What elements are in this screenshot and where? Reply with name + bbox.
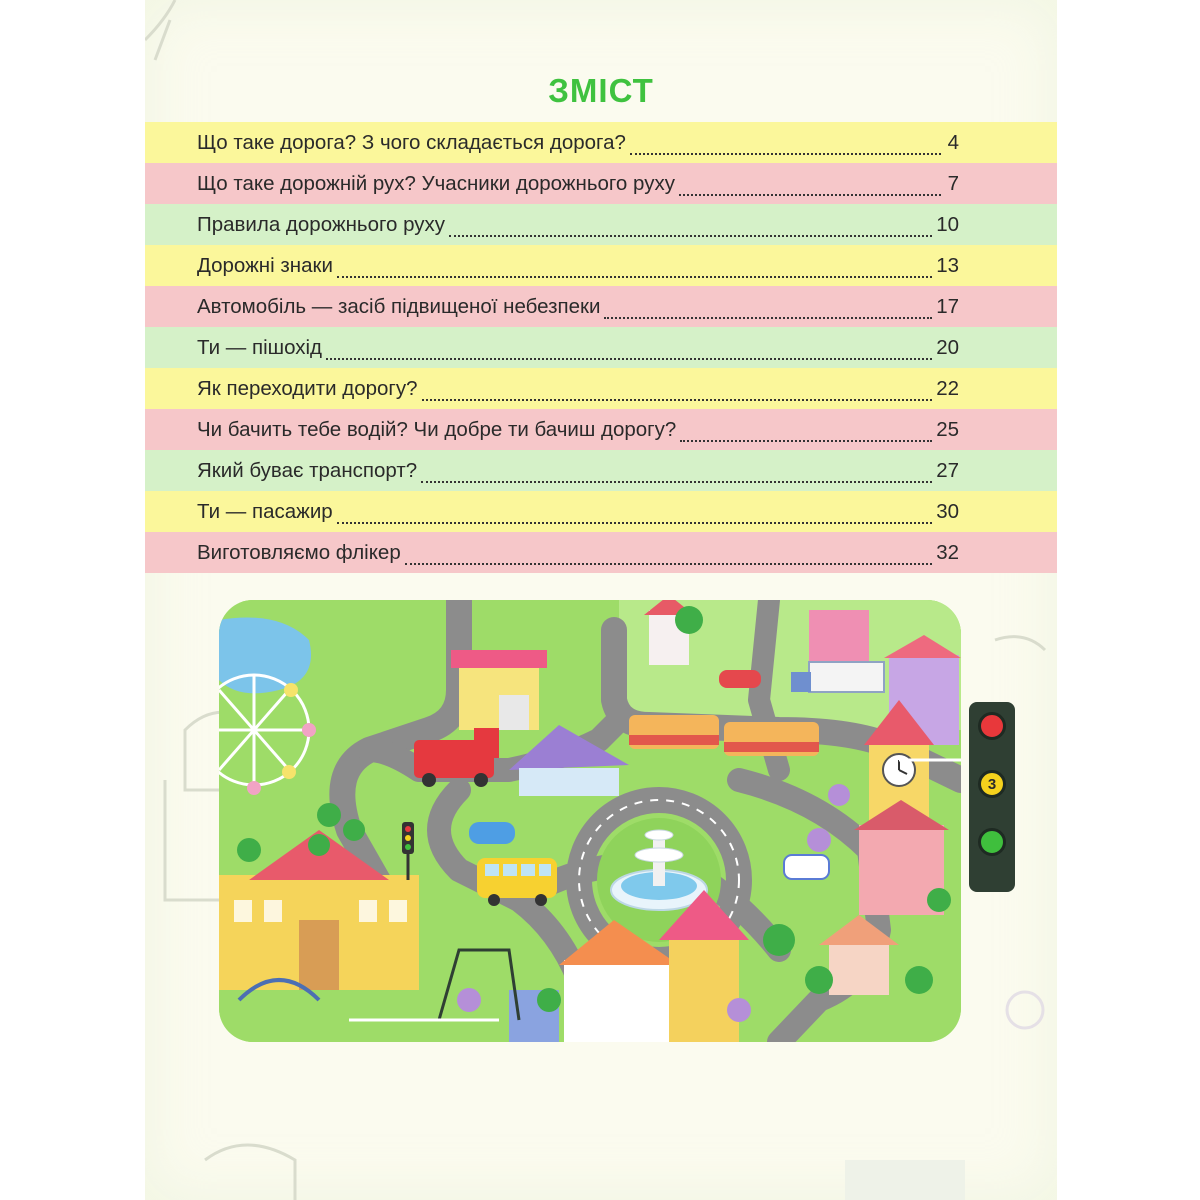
toc-entry[interactable] [145, 122, 1057, 163]
toc-entry[interactable] [145, 409, 1057, 450]
toc-entry-page: 25 [936, 417, 959, 441]
toc-entry-page: 32 [936, 540, 959, 564]
toc-entry-title: Дорожні знаки [197, 253, 333, 277]
toc-entry-title: Що таке дорога? З чого складається дорога? [197, 130, 626, 154]
green-light-icon [978, 828, 1006, 856]
toc-entry-page: 27 [936, 458, 959, 482]
toc-entry[interactable] [145, 245, 1057, 286]
toc-entry-title: Як переходити дорогу? [197, 376, 418, 400]
toc-entry-title: Який буває транспорт? [197, 458, 418, 482]
toc-dot-leader [337, 504, 933, 524]
toc-entry-title: Ти — пішохід [197, 335, 323, 359]
toc-entry[interactable] [145, 491, 1057, 532]
toc-entry[interactable] [145, 368, 1057, 409]
toc-dot-leader [604, 299, 932, 319]
toc-entry-title: Автомобіль — засіб підвищеної небезпеки [197, 294, 601, 318]
toc-entry-page: 10 [936, 212, 959, 236]
toc-dot-leader [449, 217, 932, 237]
toc-dot-leader [422, 381, 933, 401]
toc-dot-leader [679, 176, 941, 196]
toc-entry-page: 30 [936, 499, 959, 523]
toc-entry[interactable] [145, 204, 1057, 245]
toc-entry-page: 20 [936, 335, 959, 359]
toc-dot-leader [680, 422, 932, 442]
toc-entry-title: Правила дорожнього руху [197, 212, 446, 236]
book-page [145, 0, 1057, 1200]
toc-entry-title: Виготовляємо флікер [197, 540, 401, 564]
toc-entry-title: Ти — пасажир [197, 499, 333, 523]
town-map-illustration [219, 600, 961, 1042]
toc-dot-leader [326, 340, 932, 360]
red-light-icon [978, 712, 1006, 740]
toc-dot-leader [405, 545, 932, 565]
table-of-contents [145, 122, 1057, 573]
toc-entry[interactable] [145, 163, 1057, 204]
toc-entry-page: 7 [947, 171, 959, 195]
toc-entry-page: 17 [936, 294, 959, 318]
yellow-light-icon [978, 770, 1006, 798]
toc-entry[interactable] [145, 532, 1057, 573]
toc-entry-page: 22 [936, 376, 959, 400]
toc-entry-title: Що таке дорожній рух? Учасники дорожнього руху [197, 171, 675, 195]
toc-entry-page: 4 [947, 130, 959, 154]
toc-entry-title: Чи бачить тебе водій? Чи добре ти бачиш дорогу? [197, 417, 677, 441]
toc-dot-leader [421, 463, 932, 483]
toc-entry[interactable] [145, 450, 1057, 491]
toc-dot-leader [337, 258, 932, 278]
toc-entry[interactable] [145, 327, 1057, 368]
toc-entry-page: 13 [936, 253, 959, 277]
toc-dot-leader [630, 135, 941, 155]
page-number-traffic-light [969, 702, 1015, 892]
page-number: 3 [987, 775, 997, 793]
page-title: ЗМІСТ [548, 72, 654, 109]
toc-entry[interactable] [145, 286, 1057, 327]
